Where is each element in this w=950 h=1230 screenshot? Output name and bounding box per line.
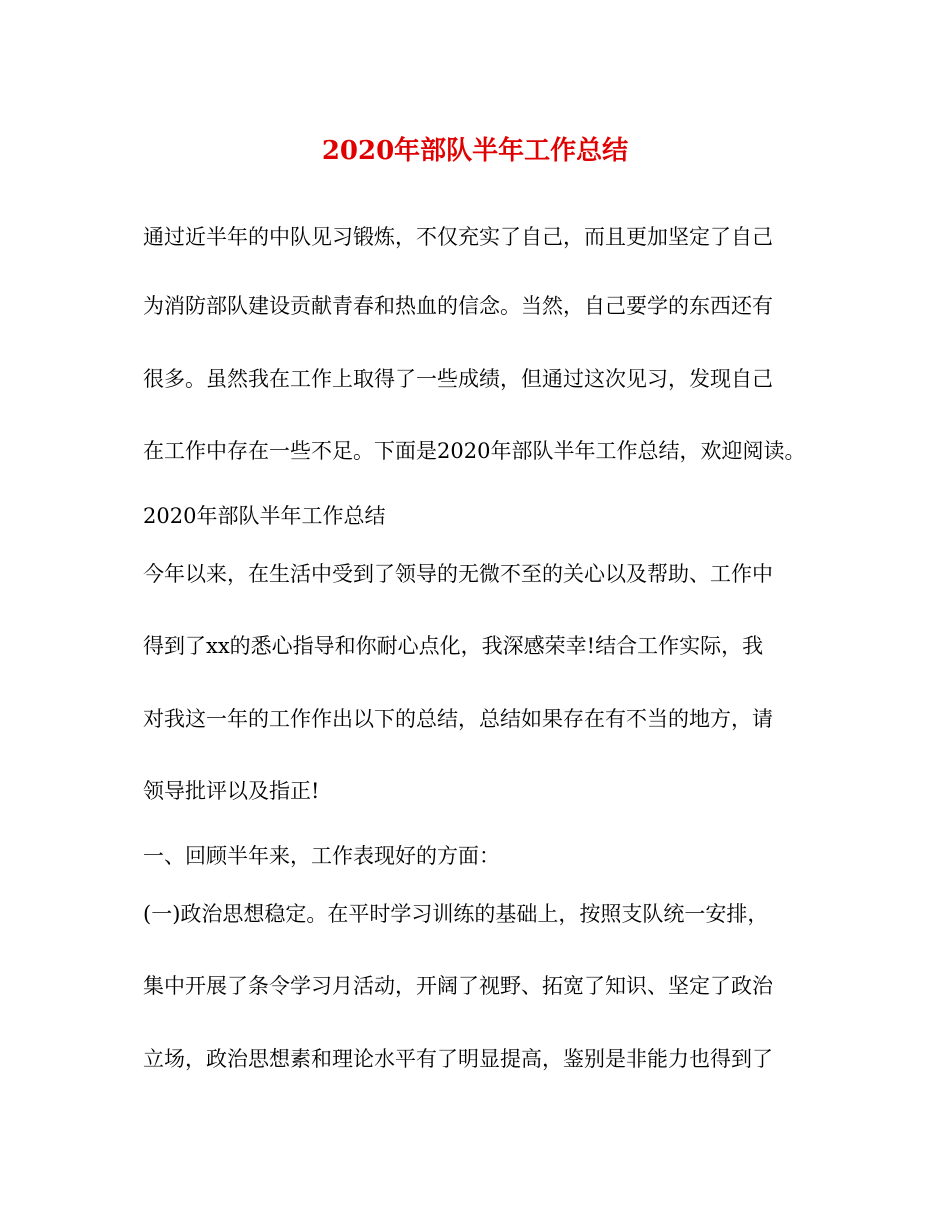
section-heading-line: 一、回顾半年来，工作表现好的方面： <box>143 844 500 868</box>
paragraph-line: 领导批评以及指正! <box>143 779 320 803</box>
paragraph-line: 通过近半年的中队见习锻炼，不仅充实了自己，而且更加坚定了自己 <box>143 225 773 249</box>
paragraph-line: 很多。虽然我在工作上取得了一些成绩，但通过这次见习，发现自己 <box>143 367 773 391</box>
paragraph-line: 立场，政治思想素和理论水平有了明显提高，鉴别是非能力也得到了 <box>143 1047 773 1071</box>
paragraph-line: 为消防部队建设贡献青春和热血的信念。当然，自己要学的东西还有 <box>143 294 773 318</box>
subheading-line: 2020年部队半年工作总结 <box>143 504 386 528</box>
document-title: 2020年部队半年工作总结 <box>321 136 629 166</box>
paragraph-line: (一)政治思想稳定。在平时学习训练的基础上，按照支队统一安排， <box>143 902 769 926</box>
paragraph-line: 今年以来，在生活中受到了领导的无微不至的关心以及帮助、工作中 <box>143 562 773 586</box>
paragraph-line: 在工作中存在一些不足。下面是2020年部队半年工作总结，欢迎阅读。 <box>143 439 806 463</box>
paragraph-line: 对我这一年的工作作出以下的总结，总结如果存在有不当的地方，请 <box>143 707 773 731</box>
paragraph-line: 集中开展了条令学习月活动，开阔了视野、拓宽了知识、坚定了政治 <box>143 974 773 998</box>
paragraph-line: 得到了xx的悉心指导和你耐心点化，我深感荣幸!结合工作实际，我 <box>143 634 764 658</box>
